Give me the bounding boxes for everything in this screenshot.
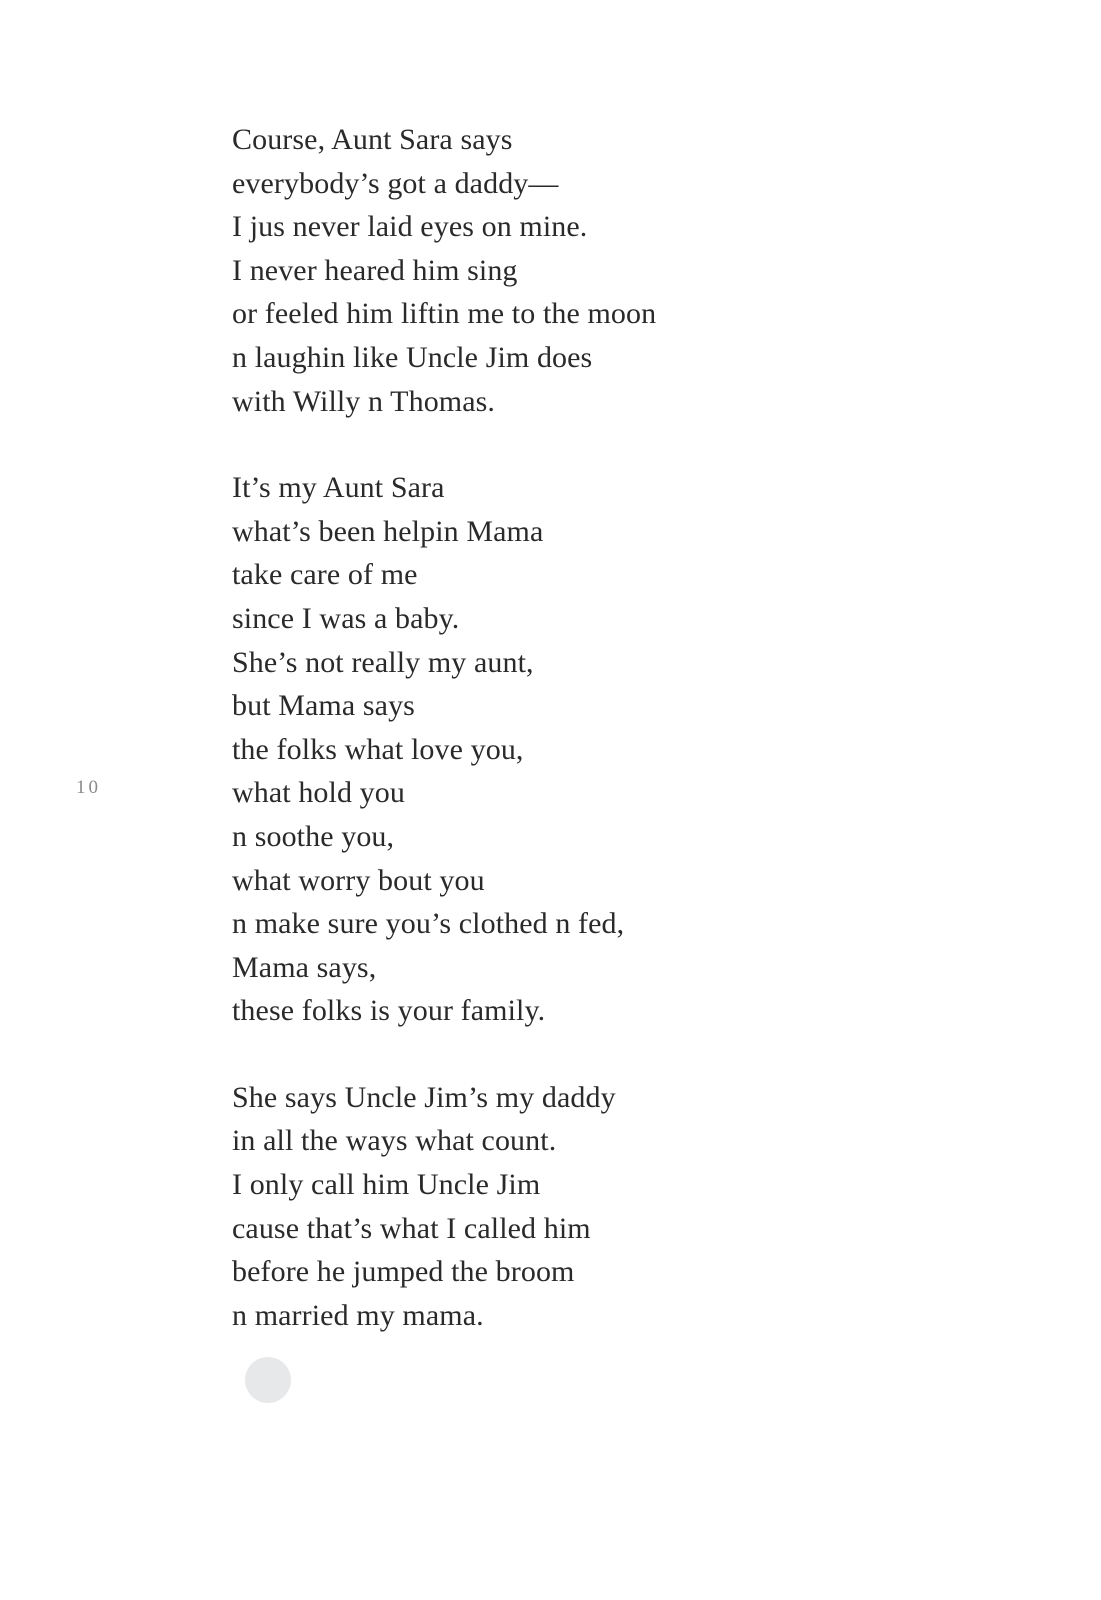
poem-line: everybody’s got a daddy— xyxy=(232,166,559,200)
stanza-3 xyxy=(232,1076,992,1338)
poem-line: since I was a baby. xyxy=(232,601,460,635)
poem-line: Mama says, xyxy=(232,950,377,984)
poem-line: n laughin like Uncle Jim does xyxy=(232,340,593,374)
poem-line: She says Uncle Jim’s my daddy xyxy=(232,1080,616,1114)
poem-line: n married my mama. xyxy=(232,1298,484,1332)
poem-line: Course, Aunt Sara says xyxy=(232,123,513,156)
poem-line: take care of me xyxy=(232,558,418,592)
poem-line: cause that’s what I called him xyxy=(232,1211,591,1245)
poem-line: I jus never laid eyes on mine. xyxy=(232,210,588,244)
poem-line: what hold you xyxy=(232,776,405,810)
poem-line: in all the ways what count. xyxy=(232,1124,557,1158)
poem-line: or feeled him liftin me to the moon xyxy=(232,297,657,331)
poem-line: the folks what love you, xyxy=(232,732,524,766)
poem-line: with Willy n Thomas. xyxy=(232,384,496,418)
poem-line: I only call him Uncle Jim xyxy=(232,1168,541,1202)
poem-line: She’s not really my aunt, xyxy=(232,645,534,679)
poem xyxy=(232,118,992,1337)
poem-line: what worry bout you xyxy=(232,863,485,897)
poem-line: It’s my Aunt Sara xyxy=(232,471,445,505)
page-number: 10 xyxy=(76,777,101,798)
poem-line: these folks is your family. xyxy=(232,994,546,1028)
poem-line: I never heared him sing xyxy=(232,253,518,287)
poem-line: what’s been helpin Mama xyxy=(232,514,544,548)
poem-line: but Mama says xyxy=(232,689,415,723)
stanza-2 xyxy=(232,466,992,1033)
stanza-1 xyxy=(232,118,992,423)
poem-line: n soothe you, xyxy=(232,819,395,853)
poem-line: before he jumped the broom xyxy=(232,1255,575,1289)
poem-line: n make sure you’s clothed n fed, xyxy=(232,907,625,941)
decorative-dot xyxy=(245,1357,291,1403)
